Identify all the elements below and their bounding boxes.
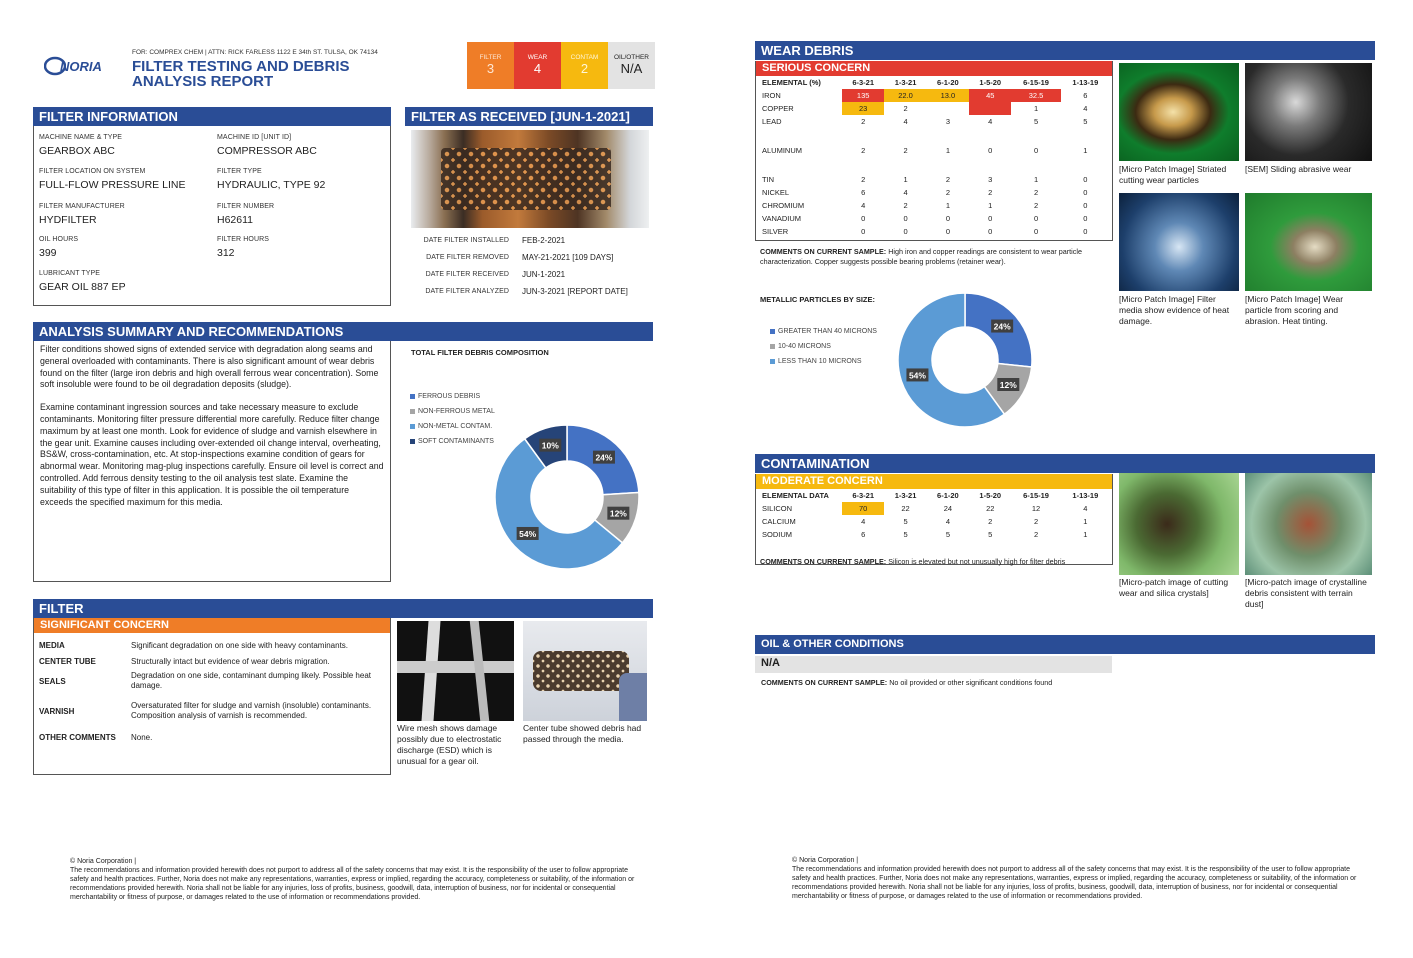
table-row xyxy=(760,157,1110,173)
machine-id: COMPRESSOR ABC xyxy=(217,145,317,157)
column-header-date: 6-1-20 xyxy=(937,78,959,87)
footer-copyright: © Noria Corporation | xyxy=(70,858,137,865)
element-value: 0 xyxy=(1083,188,1088,197)
chart1-legend-nonferrous: NON-FERROUS METAL xyxy=(410,404,495,419)
status-filter: FILTER 3 xyxy=(467,42,514,89)
footer-copyright-right: © Noria Corporation | xyxy=(792,857,859,864)
for-line: FOR: COMPREX CHEM | ATTN: RICK FARLESS 1122 E 34th ST. TULSA, OK 74134 xyxy=(132,49,378,56)
table-row xyxy=(760,212,1110,225)
element-value: 1 xyxy=(1083,530,1088,539)
element-value: 2 xyxy=(945,188,950,197)
element-value: 0 xyxy=(1083,227,1088,236)
element-name: SILICON xyxy=(762,504,793,513)
element-value xyxy=(969,157,1011,173)
element-value: 2 xyxy=(861,146,866,155)
date-installed: FEB-2-2021 xyxy=(522,236,566,245)
element-value: 0 xyxy=(945,227,950,236)
column-header-date: 6-1-20 xyxy=(937,491,959,500)
element-value: 5 xyxy=(945,530,950,539)
filter-section-title: FILTER xyxy=(33,599,653,618)
element-value: 0 xyxy=(861,227,866,236)
footer-disclaimer-right: The recommendations and information provided herewith does not purport to address all of the safety concerns that may exist. It is the responsibility of the user to follow appropriate safety and health practices. Further, Noria does not make any representations, warranties, express or implied, regarding the accuracy, completeness or suitability, of the information or recommendations provided herewith. Noria shall not be liable for any injuries, loss of profits, business, goodwill, data, interruption of business, nor for incidental or consequential merchantability or fitness of purpose, or damages related to the use of information or recommendations provided. xyxy=(792,866,1357,900)
element-name xyxy=(760,157,842,173)
element-value xyxy=(884,157,926,173)
element-value: 2 xyxy=(861,175,866,184)
element-value: 3 xyxy=(945,117,950,126)
slice-label: 12% xyxy=(609,508,627,519)
date-analyzed: JUN-3-2021 [REPORT DATE] xyxy=(522,287,628,296)
wear-photo-scoring xyxy=(1245,193,1372,291)
chart1-donut xyxy=(487,425,647,575)
element-value: 0 xyxy=(988,146,993,155)
element-value xyxy=(927,128,969,144)
wear-caption-heat: [Micro Patch Image] Filter media show evidence of heat damage. xyxy=(1119,294,1230,326)
table-header-row xyxy=(760,76,1110,89)
contamination-section xyxy=(755,454,1375,609)
element-value: 1 xyxy=(945,146,950,155)
table-row xyxy=(760,144,1110,157)
table-row xyxy=(760,502,1110,515)
table-row xyxy=(760,186,1110,199)
element-value: 1 xyxy=(988,201,993,210)
filter-photo xyxy=(411,130,649,228)
element-value xyxy=(1011,157,1060,173)
chart2-title: METALLIC PARTICLES BY SIZE: xyxy=(760,295,876,304)
status-boxes xyxy=(467,42,655,89)
element-value: 13.0 xyxy=(927,89,969,102)
table-row: OTHER COMMENTS None. xyxy=(39,732,153,742)
column-header-element: ELEMENTAL (%) xyxy=(762,78,821,87)
slice-label: 10% xyxy=(541,440,559,451)
report-title-2: ANALYSIS REPORT xyxy=(132,73,274,90)
element-value: 22 xyxy=(986,504,995,513)
chart1-legend-soft: SOFT CONTAMINANTS xyxy=(410,434,495,449)
filter-manufacturer: HYDFILTER xyxy=(39,214,97,226)
wear-comment: COMMENTS ON CURRENT SAMPLE: High iron and copper readings are consistent to wear particle characterization. Copper suggests possible bearing problems (retainer wear). xyxy=(760,247,1082,266)
element-value: 6 xyxy=(861,530,866,539)
footer-left xyxy=(70,857,640,902)
element-value: 5 xyxy=(1033,117,1039,126)
filter-condition-table xyxy=(39,637,384,745)
wear-caption-sem: [SEM] Sliding abrasive wear xyxy=(1245,164,1352,174)
wire-mesh-photo xyxy=(397,621,514,721)
element-value: 4 xyxy=(861,517,866,526)
table-row xyxy=(760,89,1110,102)
slice-label: 24% xyxy=(993,321,1011,332)
element-value: 22 xyxy=(901,504,910,513)
filter-received-title: FILTER AS RECEIVED [JUN-1-2021] xyxy=(405,107,653,126)
chart2-legend-gt40: GREATER THAN 40 MICRONS xyxy=(770,324,877,339)
element-value: 0 xyxy=(1033,227,1039,236)
table-row xyxy=(760,128,1110,144)
element-value xyxy=(1061,128,1110,144)
element-value: 6 xyxy=(861,188,866,197)
table-row xyxy=(760,173,1110,186)
element-value xyxy=(927,157,969,173)
element-name: IRON xyxy=(762,91,781,100)
element-value: 0 xyxy=(1083,175,1088,184)
element-value: 5 xyxy=(1083,117,1088,126)
contam-table-box xyxy=(755,474,1113,565)
element-value: 24 xyxy=(943,504,953,513)
wear-elemental-table xyxy=(760,76,1110,238)
report-title-1: FILTER TESTING AND DEBRIS xyxy=(132,58,350,75)
element-name: VANADIUM xyxy=(762,214,802,223)
oil-concern-badge: N/A xyxy=(755,656,1112,673)
column-header-date: 6-15-19 xyxy=(1023,491,1049,500)
lubricant-type: GEAR OIL 887 EP xyxy=(39,281,126,293)
element-value: 0 xyxy=(1083,201,1088,210)
oil-comment: COMMENTS ON CURRENT SAMPLE: No oil provided or other significant conditions found xyxy=(761,678,1053,687)
element-value: 23 xyxy=(842,102,884,115)
wire-mesh-caption: Wire mesh shows damage possibly due to electrostatic discharge (ESD) which is unusual for a gear oil. xyxy=(397,723,502,766)
filter-received-section: FILTER AS RECEIVED [JUN-1-2021] DATE FILTER INSTALLED FEB-2-2021 DATE FILTER REMOVED MAY-21-2021 [109 DAYS] DATE FILTER RECEIVED JUN-1-2021 DATE FILTER ANALYZED JUN-3-2021 [REPORT DATE] xyxy=(405,107,653,299)
column-header-date: 1-5-20 xyxy=(979,491,1002,500)
noria-logo xyxy=(44,54,116,78)
filter-info-title: FILTER INFORMATION xyxy=(33,107,391,126)
element-name: SODIUM xyxy=(762,530,792,539)
chart2-legend-lt10: LESS THAN 10 MICRONS xyxy=(770,354,877,369)
element-value: 22.0 xyxy=(884,89,926,102)
table-row xyxy=(760,199,1110,212)
element-value xyxy=(969,102,1011,115)
column-header-date: 6-3-21 xyxy=(852,491,875,500)
table-row xyxy=(760,515,1110,528)
element-value: 2 xyxy=(945,175,950,184)
footer-right xyxy=(792,856,1362,901)
oil-conditions-title: OIL & OTHER CONDITIONS xyxy=(755,635,1375,654)
column-header-date: 1-13-19 xyxy=(1072,78,1099,87)
element-name: CALCIUM xyxy=(762,517,796,526)
element-value xyxy=(1061,157,1110,173)
element-value: 4 xyxy=(1083,104,1088,113)
element-value: 0 xyxy=(988,214,993,223)
status-oil: OIL/OTHER N/A xyxy=(608,42,655,89)
element-value: 0 xyxy=(1083,214,1088,223)
analysis-summary-title: ANALYSIS SUMMARY AND RECOMMENDATIONS xyxy=(33,322,653,341)
column-header-element: ELEMENTAL DATA xyxy=(762,491,829,500)
element-name: NICKEL xyxy=(762,188,790,197)
table-row xyxy=(760,528,1110,541)
element-value: 2 xyxy=(903,104,908,113)
column-header-date: 6-15-19 xyxy=(1023,78,1049,87)
element-value: 1 xyxy=(1083,146,1088,155)
element-value: 0 xyxy=(1033,146,1039,155)
element-value: 6 xyxy=(1083,91,1088,100)
filter-concern-badge: SIGNIFICANT CONCERN xyxy=(34,618,390,633)
element-value: 1 xyxy=(1033,175,1039,184)
element-value: 5 xyxy=(988,530,993,539)
chart2-donut xyxy=(890,292,1040,432)
slice-label: 54% xyxy=(519,528,537,539)
element-value: 2 xyxy=(861,117,866,126)
element-value xyxy=(927,102,969,115)
table-row: CENTER TUBE Structurally intact but evidence of wear debris migration. xyxy=(39,656,330,666)
filter-condition-box xyxy=(33,618,391,775)
column-header-date: 1-5-20 xyxy=(979,78,1002,87)
footer-disclaimer: The recommendations and information provided herewith does not purport to address all of the safety concerns that may exist. It is the responsibility of the user to follow appropriate safety and health practices. Further, Noria does not make any representations, warranties, express or implied, regarding the accuracy, completeness or suitability, of the information or recommendations provided herewith. Noria shall not be liable for any injuries, loss of profits, business, goodwill, data, interruption of business, nor for incidental or consequential merchantability or fitness of purpose, or damages related to the use of information or recommendations provided. xyxy=(70,867,635,901)
element-name: CHROMIUM xyxy=(762,201,805,210)
oil-conditions-section xyxy=(755,635,1375,687)
slice-label: 54% xyxy=(908,370,926,381)
element-name: LEAD xyxy=(762,117,782,126)
status-wear: WEAR 4 xyxy=(514,42,561,89)
center-tube-photo xyxy=(523,621,647,721)
element-value: 0 xyxy=(1033,214,1039,223)
table-row: MEDIA Significant degradation on one side with heavy contaminants. xyxy=(39,640,349,650)
element-value: 2 xyxy=(1033,530,1039,539)
element-name: TIN xyxy=(762,175,775,184)
slice-label: 12% xyxy=(999,380,1017,390)
contam-photo-crystalline xyxy=(1245,473,1372,575)
table-row xyxy=(760,102,1110,115)
column-header-date: 6-3-21 xyxy=(852,78,875,87)
element-value: 2 xyxy=(1033,201,1039,210)
element-name: SILVER xyxy=(762,227,789,236)
element-value: 4 xyxy=(861,201,866,210)
element-value: 4 xyxy=(903,117,908,126)
table-row xyxy=(760,115,1110,128)
chart2-legend-10-40: 10-40 MICRONS xyxy=(770,339,877,354)
summary-paragraph-2: Examine contaminant ingression sources and take necessary measure to exclude contaminants. Monitoring filter pressure differential more carefully. Reduce filter change maximum by at least one month. Look for evidence of sludge and varnish elsewhere in the gear unit. Examine causes including over-extended oil change interval, overheating, BS&W, cross-contamination, etc. At stop-inspections examine condition of gears for abnormal wear. Monitoring mag-plug inspections carefully. Ensure oil level is correct and controlled. Add ferrous density testing to the oil analysis test slate. Examine the suitability of this type of filter in this application. It is possible the oil temperature exceeds the specified maximum for this media. xyxy=(40,402,384,507)
table-row: VARNISH Oversaturated filter for sludge and varnish (insoluble) contaminants. Composition analysis of varnish is recommended. xyxy=(39,701,372,720)
element-value xyxy=(884,128,926,144)
summary-paragraph-1: Filter conditions showed signs of extended service with degradation along seams and general overloaded with contaminants. There is also significant amount of wear debris found on the filter (large iron debris and high overall ferrous wear concentration). Some soft insoluble were found to be oil degradation deposits (sludge). xyxy=(40,344,379,390)
element-value: 2 xyxy=(988,188,993,197)
logo-text: NORIA xyxy=(60,58,102,74)
debris-composition-chart xyxy=(405,343,653,581)
slice-label: 24% xyxy=(595,452,613,463)
contam-photo-silica xyxy=(1119,473,1239,575)
particle-size-chart xyxy=(760,292,1110,437)
wear-photo-striated xyxy=(1119,63,1239,161)
element-value: 45 xyxy=(969,89,1011,102)
element-value xyxy=(842,128,884,144)
oil-hours: 399 xyxy=(39,247,57,259)
status-contam: CONTAM 2 xyxy=(561,42,608,89)
filter-location: FULL-FLOW PRESSURE LINE xyxy=(39,179,186,191)
filter-info-box: MACHINE NAME & TYPE GEARBOX ABC MACHINE ID [UNIT ID] COMPRESSOR ABC FILTER LOCATION ON SYSTEM FULL-FLOW PRESSURE LINE FILTER TYPE HYDRAULIC, TYPE 92 FILTER MANUFACTURER HYDFILTER FILTER NUMBER H62611 OIL HOURS 399 FILTER HOURS 312 LUBRICANT TYPE GEAR OIL 887 EP xyxy=(33,126,391,306)
chart1-legend-nonmetal: NON-METAL CONTAM. xyxy=(410,419,495,434)
summary-text-box xyxy=(33,341,391,582)
filter-number: H62611 xyxy=(217,214,254,226)
element-value: 4 xyxy=(988,117,993,126)
element-value: 0 xyxy=(945,214,950,223)
wear-caption-scoring: [Micro Patch Image] Wear particle from scoring and abrasion. Heat tinting. xyxy=(1245,294,1344,326)
column-header-date: 1-3-21 xyxy=(894,491,917,500)
element-value: 4 xyxy=(945,517,950,526)
machine-name: GEARBOX ABC xyxy=(39,145,115,157)
wear-concern-badge: SERIOUS CONCERN xyxy=(756,61,1112,76)
element-value: 3 xyxy=(988,175,993,184)
element-value xyxy=(1011,128,1060,144)
table-row: SEALS Degradation on one side, contaminant dumping likely. Possible heat damage. xyxy=(39,671,371,690)
wear-photo-sem xyxy=(1245,63,1372,161)
wear-debris-title: WEAR DEBRIS xyxy=(755,41,1375,60)
element-value: 4 xyxy=(1083,504,1088,513)
contam-caption-silica: [Micro-patch image of cutting wear and silica crystals] xyxy=(1119,577,1229,598)
element-value: 1 xyxy=(1083,517,1088,526)
element-value: 2 xyxy=(1033,188,1039,197)
chart1-title: TOTAL FILTER DEBRIS COMPOSITION xyxy=(411,348,549,357)
filter-section xyxy=(33,599,653,775)
element-value xyxy=(969,128,1011,144)
table-row xyxy=(760,225,1110,238)
filter-info-section xyxy=(33,107,391,306)
contam-elemental-table xyxy=(760,489,1110,541)
element-value: 2 xyxy=(903,146,908,155)
element-value: 32.5 xyxy=(1011,89,1060,102)
wear-table-box xyxy=(755,61,1113,241)
element-value: 12 xyxy=(1031,504,1041,513)
contam-caption-crystalline: [Micro-patch image of crystalline debris consistent with terrain dust] xyxy=(1245,577,1367,609)
element-value: 135 xyxy=(842,89,884,102)
element-value: 2 xyxy=(1033,517,1039,526)
column-header-date: 1-3-21 xyxy=(894,78,917,87)
column-header-date: 1-13-19 xyxy=(1072,491,1099,500)
element-value: 1 xyxy=(1033,104,1039,113)
element-value: 1 xyxy=(903,175,908,184)
filter-type: HYDRAULIC, TYPE 92 xyxy=(217,179,326,191)
element-value: 0 xyxy=(903,227,908,236)
element-name: ALUMINUM xyxy=(762,146,803,155)
element-value: 2 xyxy=(903,201,908,210)
element-value: 1 xyxy=(945,201,950,210)
wear-caption-striated: [Micro Patch Image] Striated cutting wear particles xyxy=(1119,164,1227,185)
element-name xyxy=(760,128,842,144)
wear-photo-heat xyxy=(1119,193,1239,291)
contam-concern-badge: MODERATE CONCERN xyxy=(756,474,1112,489)
element-value: 0 xyxy=(988,227,993,236)
contamination-title: CONTAMINATION xyxy=(755,454,1375,473)
element-name: COPPER xyxy=(762,104,794,113)
element-value: 0 xyxy=(861,214,866,223)
element-value: 2 xyxy=(988,517,993,526)
element-value: 70 xyxy=(842,502,884,515)
element-value: 5 xyxy=(903,530,908,539)
table-header-row xyxy=(760,489,1110,502)
date-removed: MAY-21-2021 [109 DAYS] xyxy=(522,253,614,262)
filter-hours: 312 xyxy=(217,247,235,259)
element-value: 5 xyxy=(903,517,908,526)
element-value: 0 xyxy=(903,214,908,223)
chart1-legend-ferrous: FERROUS DEBRIS xyxy=(410,389,495,404)
date-received: JUN-1-2021 xyxy=(522,270,566,279)
center-tube-caption: Center tube showed debris had passed through the media. xyxy=(523,723,642,744)
element-value xyxy=(842,157,884,173)
element-value: 4 xyxy=(903,188,908,197)
contam-comment: COMMENTS ON CURRENT SAMPLE: Silicon is elevated but not unusually high for filter debris xyxy=(760,557,1066,566)
